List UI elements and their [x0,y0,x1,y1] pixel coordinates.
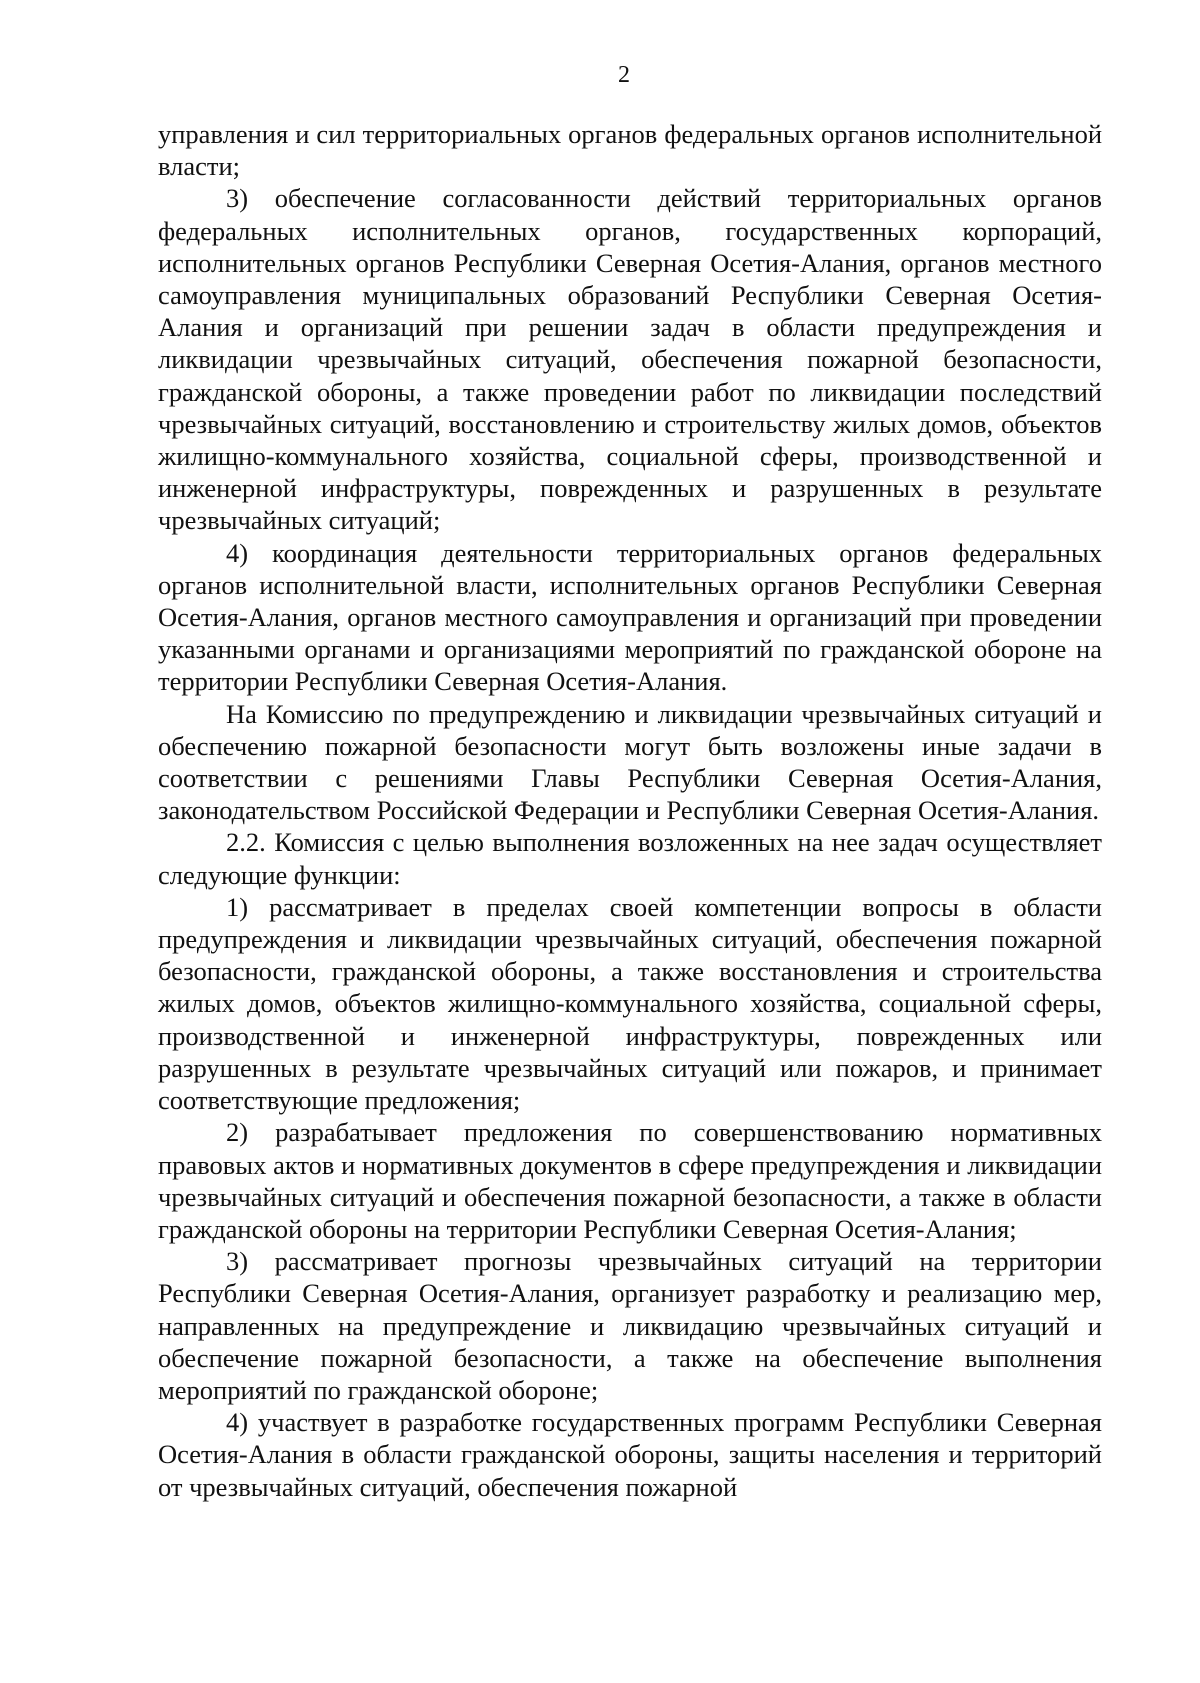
paragraph-continuation: управления и сил территориальных органов федеральных органов исполнительной власти; [158,119,1102,182]
paragraph-function-2: 2) разрабатывает предложения по совершенствованию нормативных правовых актов и нормативных документов в сфере предупреждения и ликвидации чрезвычайных ситуаций и обеспечения пожарной безопасности, а также в области гражданской обороны на территории Республики Северная Осетия-Алания; [158,1117,1102,1244]
paragraph-section-2-2: 2.2. Комиссия с целью выполнения возложенных на нее задач осуществляет следующие функции: [158,827,1102,890]
paragraph-other-tasks: На Комиссию по предупреждению и ликвидации чрезвычайных ситуаций и обеспечению пожарной безопасности могут быть возложены иные задачи в соответствии с решениями Главы Республики Северная Осетия-Алания, законодательством Российской Федерации и Республики Северная Осетия-Алания. [158,698,1102,826]
document-body [158,118,1102,1503]
page-number: 2 [618,62,630,88]
paragraph-function-1: 1) рассматривает в пределах своей компетенции вопросы в области предупреждения и ликвидации чрезвычайных ситуаций, обеспечения пожарной безопасности, гражданской обороны, а также восстановления и строительства жилых домов, объектов жилищно-коммунального хозяйства, социальной сферы, производственной и инженерной инфраструктуры, поврежденных или разрушенных в результате чрезвычайных ситуаций или пожаров, и принимает соответствующие предложения; [158,891,1102,1116]
paragraph-function-3: 3) рассматривает прогнозы чрезвычайных ситуаций на территории Республики Северная Осетия-Алания, организует разработку и реализацию мер, направленных на предупреждение и ликвидацию чрезвычайных ситуаций и обеспечение пожарной безопасности, а также на обеспечение выполнения мероприятий по гражданской обороне; [158,1246,1102,1405]
paragraph-function-4: 4) участвует в разработке государственных программ Республики Северная Осетия-Алания в области гражданской обороны, защиты населения и территорий от чрезвычайных ситуаций, обеспечения пожарной [158,1407,1102,1502]
paragraph-item-4: 4) координация деятельности территориальных органов федеральных органов исполнительной власти, исполнительных органов Республики Северная Осетия-Алания, органов местного самоуправления и организаций при проведении указанными органами и организациями мероприятий по гражданской обороне на территории Республики Северная Осетия-Алания. [158,537,1102,697]
paragraph-item-3: 3) обеспечение согласованности действий территориальных органов федеральных исполнительных органов, государственных корпораций, исполнительных органов Республики Северная Осетия-Алания, органов местного самоуправления муниципальных образований Республики Северная Осетия-Алания и организаций при решении задач в области предупреждения и ликвидации чрезвычайных ситуаций, обеспечения пожарной безопасности, гражданской обороны, а также проведении работ по ликвидации последствий чрезвычайных ситуаций, восстановлению и строительству жилых домов, объектов жилищно-коммунального хозяйства, социальной сферы, производственной и инженерной инфраструктуры, поврежденных и разрушенных в результате чрезвычайных ситуаций; [158,183,1102,536]
